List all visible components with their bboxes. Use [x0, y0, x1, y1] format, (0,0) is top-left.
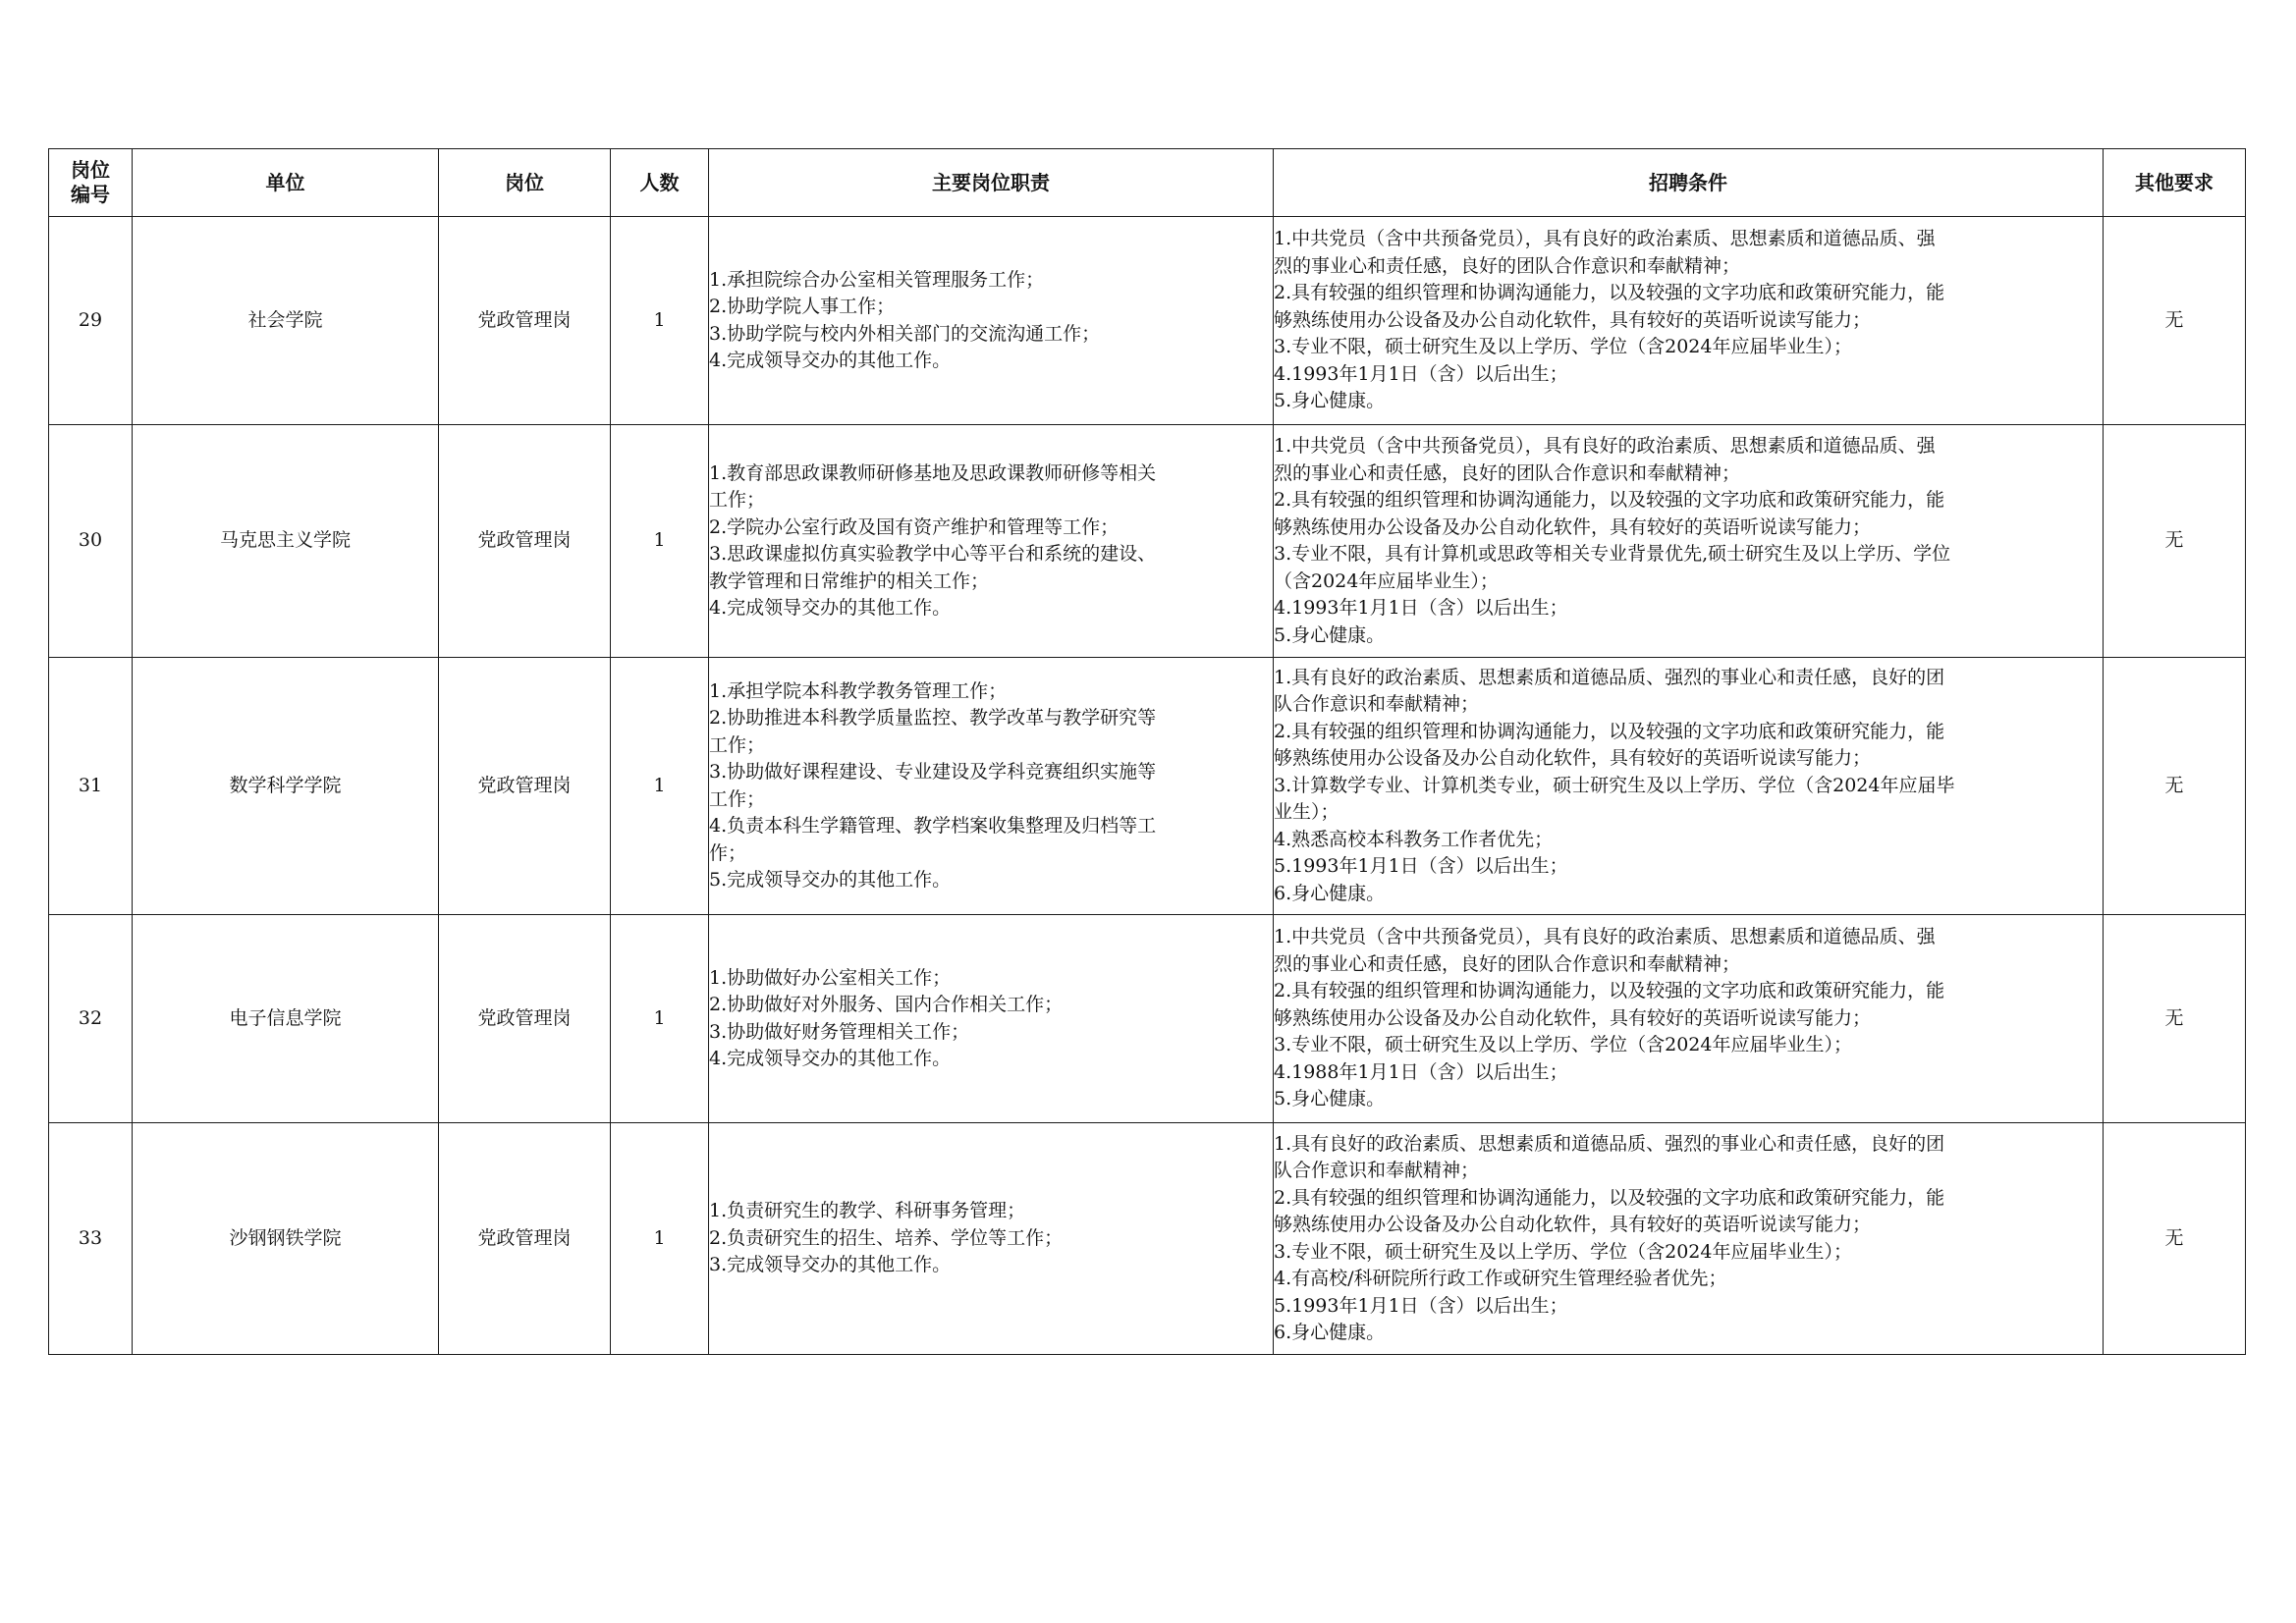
text-line: 5.身心健康。 — [1274, 390, 1386, 412]
text-line: 5.身心健康。 — [1274, 1088, 1386, 1110]
text-line: 1.中共党员（含中共预备党员），具有良好的政治素质、思想素质和道德品质、强 — [1274, 435, 1936, 457]
header-post: 岗位 — [439, 149, 611, 217]
table-row — [49, 915, 2246, 1123]
cell-duties — [709, 425, 1274, 658]
text-line: 2.学院办公室行政及国有资产维护和管理等工作； — [709, 515, 1120, 538]
text-line: 3.协助学院与校内外相关部门的交流沟通工作； — [709, 322, 1101, 345]
text-line: 够熟练使用办公设备及办公自动化软件，具有较好的英语听说读写能力； — [1274, 515, 1872, 538]
cell-post: 党政管理岗 — [439, 658, 611, 915]
text-line: 2.负责研究生的招生、培养、学位等工作； — [709, 1226, 1064, 1249]
text-line: 2.具有较强的组织管理和协调沟通能力，以及较强的文字功底和政策研究能力，能 — [1274, 720, 1945, 742]
text-line: 2.具有较强的组织管理和协调沟通能力，以及较强的文字功底和政策研究能力，能 — [1274, 980, 1945, 1002]
text-line: 工作； — [709, 489, 766, 511]
text-line: 4.完成领导交办的其他工作。 — [709, 1048, 952, 1069]
cell-post-id: 30 — [49, 425, 133, 658]
text-line: 够熟练使用办公设备及办公自动化软件，具有较好的英语听说读写能力； — [1274, 308, 1872, 331]
table-row — [49, 217, 2246, 425]
text-line: 5.1993年1月1日（含）以后出生； — [1274, 855, 1568, 878]
cell-post-id: 33 — [49, 1123, 133, 1355]
text-line: 2.具有较强的组织管理和协调沟通能力，以及较强的文字功底和政策研究能力，能 — [1274, 282, 1945, 304]
cell-unit: 电子信息学院 — [133, 915, 439, 1123]
text-line: 2.协助学院人事工作； — [709, 296, 896, 317]
text-line: 4.熟悉高校本科教务工作者优先； — [1274, 828, 1554, 850]
text-line: 3.专业不限，硕士研究生及以上学历、学位（含2024年应届毕业生）； — [1274, 1240, 1852, 1263]
cell-requirements — [1274, 1123, 2104, 1355]
text-line: 5.完成领导交办的其他工作。 — [709, 869, 952, 891]
cell-unit: 马克思主义学院 — [133, 425, 439, 658]
table-header — [49, 149, 2246, 217]
header-unit: 单位 — [133, 149, 439, 217]
cell-post-id: 31 — [49, 658, 133, 915]
cell-post-id: 29 — [49, 217, 133, 425]
cell-post: 党政管理岗 — [439, 915, 611, 1123]
cell-requirements — [1274, 217, 2104, 425]
header-count: 人数 — [611, 149, 709, 217]
text-line: 4.完成领导交办的其他工作。 — [709, 597, 952, 619]
text-line: 队合作意识和奉献精神； — [1274, 1160, 1480, 1181]
cell-other: 无 — [2104, 915, 2246, 1123]
cell-post: 党政管理岗 — [439, 217, 611, 425]
text-line: 够熟练使用办公设备及办公自动化软件，具有较好的英语听说读写能力； — [1274, 747, 1872, 770]
cell-duties — [709, 217, 1274, 425]
text-line: 3.思政课虚拟仿真实验教学中心等平台和系统的建设、 — [709, 543, 1157, 565]
table-row — [49, 658, 2246, 915]
text-line: 3.协助做好财务管理相关工作； — [709, 1020, 970, 1043]
cell-duties — [709, 1123, 1274, 1355]
cell-other: 无 — [2104, 1123, 2246, 1355]
text-line: 1.协助做好办公室相关工作； — [709, 966, 952, 989]
cell-count: 1 — [611, 217, 709, 425]
text-line: 烈的事业心和责任感，良好的团队合作意识和奉献精神； — [1274, 952, 1741, 975]
text-line: 5.1993年1月1日（含）以后出生； — [1274, 1294, 1568, 1317]
cell-count: 1 — [611, 915, 709, 1123]
text-line: 3.专业不限，具有计算机或思政等相关专业背景优先,硕士研究生及以上学历、学位 — [1274, 543, 1951, 565]
text-line: 烈的事业心和责任感，良好的团队合作意识和奉献精神； — [1274, 461, 1741, 484]
cell-post: 党政管理岗 — [439, 425, 611, 658]
cell-other: 无 — [2104, 217, 2246, 425]
text-line: 工作； — [709, 733, 766, 756]
text-line: 够熟练使用办公设备及办公自动化软件，具有较好的英语听说读写能力； — [1274, 1214, 1872, 1235]
cell-unit: 数学科学学院 — [133, 658, 439, 915]
text-line: 2.协助做好对外服务、国内合作相关工作； — [709, 994, 1064, 1015]
text-line: 作； — [709, 841, 747, 864]
text-line: 6.身心健康。 — [1274, 882, 1386, 904]
text-line: 4.1993年1月1日（含）以后出生； — [1274, 362, 1568, 385]
text-line: 工作； — [709, 787, 766, 810]
text-line: 3.专业不限，硕士研究生及以上学历、学位（含2024年应届毕业生）； — [1274, 336, 1852, 358]
text-line: 业生）； — [1274, 801, 1339, 824]
text-line: 够熟练使用办公设备及办公自动化软件，具有较好的英语听说读写能力； — [1274, 1006, 1872, 1029]
recruitment-table — [48, 148, 2246, 1355]
cell-unit: 社会学院 — [133, 217, 439, 425]
text-line: 4.有高校/科研院所行政工作或研究生管理经验者优先； — [1274, 1268, 1727, 1289]
table-body — [49, 217, 2246, 1355]
text-line: 1.负责研究生的教学、科研事务管理； — [709, 1200, 1026, 1222]
header-post-id-line1: 岗位 — [71, 158, 110, 182]
text-line: 2.协助推进本科教学质量监控、教学改革与教学研究等 — [709, 707, 1157, 729]
text-line: 1.教育部思政课教师研修基地及思政课教师研修等相关 — [709, 461, 1157, 484]
cell-count: 1 — [611, 425, 709, 658]
cell-other: 无 — [2104, 658, 2246, 915]
cell-count: 1 — [611, 1123, 709, 1355]
cell-count: 1 — [611, 658, 709, 915]
cell-duties — [709, 915, 1274, 1123]
text-line: 烈的事业心和责任感，良好的团队合作意识和奉献精神； — [1274, 254, 1741, 277]
cell-unit: 沙钢钢铁学院 — [133, 1123, 439, 1355]
cell-requirements — [1274, 658, 2104, 915]
cell-post: 党政管理岗 — [439, 1123, 611, 1355]
text-line: 1.具有良好的政治素质、思想素质和道德品质、强烈的事业心和责任感，良好的团 — [1274, 1132, 1945, 1155]
text-line: 4.负责本科生学籍管理、教学档案收集整理及归档等工 — [709, 815, 1157, 837]
text-line: 教学管理和日常维护的相关工作； — [709, 569, 990, 592]
table-row — [49, 425, 2246, 658]
header-requirements: 招聘条件 — [1274, 149, 2104, 217]
cell-requirements — [1274, 915, 2104, 1123]
text-line: 4.1988年1月1日（含）以后出生； — [1274, 1060, 1568, 1083]
text-line: 1.中共党员（含中共预备党员），具有良好的政治素质、思想素质和道德品质、强 — [1274, 228, 1936, 250]
cell-post-id: 32 — [49, 915, 133, 1123]
text-line: 5.身心健康。 — [1274, 623, 1386, 646]
header-other: 其他要求 — [2104, 149, 2246, 217]
header-duties: 主要岗位职责 — [709, 149, 1274, 217]
text-line: 2.具有较强的组织管理和协调沟通能力，以及较强的文字功底和政策研究能力，能 — [1274, 1186, 1945, 1209]
text-line: 队合作意识和奉献精神； — [1274, 693, 1480, 716]
text-line: 1.承担学院本科教学教务管理工作； — [709, 679, 1008, 702]
text-line: 6.身心健康。 — [1274, 1322, 1386, 1343]
cell-other: 无 — [2104, 425, 2246, 658]
text-line: 3.协助做好课程建设、专业建设及学科竞赛组织实施等 — [709, 761, 1157, 783]
header-row — [49, 149, 2246, 217]
text-line: 1.具有良好的政治素质、思想素质和道德品质、强烈的事业心和责任感，良好的团 — [1274, 666, 1945, 688]
text-line: 2.具有较强的组织管理和协调沟通能力，以及较强的文字功底和政策研究能力，能 — [1274, 489, 1945, 511]
text-line: 3.计算数学专业、计算机类专业，硕士研究生及以上学历、学位（含2024年应届毕 — [1274, 774, 1955, 796]
text-line: 1.承担院综合办公室相关管理服务工作； — [709, 268, 1045, 291]
header-post-id — [49, 149, 133, 217]
text-line: （含2024年应届毕业生）； — [1274, 569, 1499, 592]
text-line: 3.专业不限，硕士研究生及以上学历、学位（含2024年应届毕业生）； — [1274, 1034, 1852, 1056]
table-row — [49, 1123, 2246, 1355]
text-line: 1.中共党员（含中共预备党员），具有良好的政治素质、思想素质和道德品质、强 — [1274, 926, 1936, 948]
text-line: 4.完成领导交办的其他工作。 — [709, 350, 952, 371]
text-line: 3.完成领导交办的其他工作。 — [709, 1254, 952, 1276]
text-line: 4.1993年1月1日（含）以后出生； — [1274, 597, 1568, 619]
header-post-id-line2: 编号 — [71, 183, 110, 206]
cell-duties — [709, 658, 1274, 915]
cell-requirements — [1274, 425, 2104, 658]
